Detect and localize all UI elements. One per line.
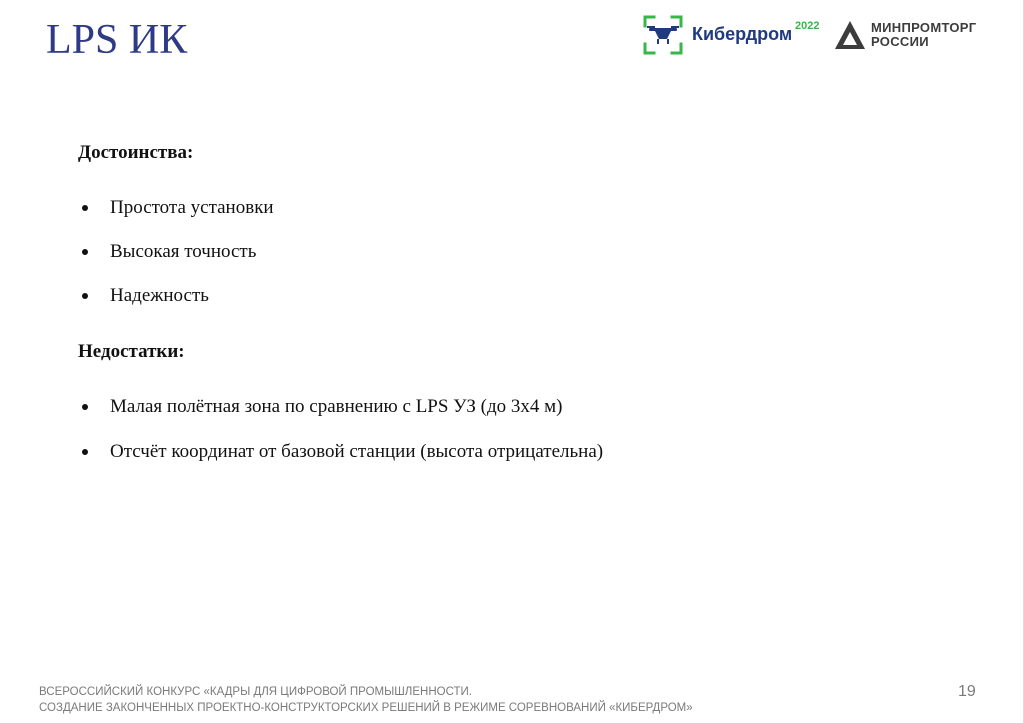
bullet-icon <box>82 449 88 455</box>
minpromtorg-line1: МИНПРОМТОРГ <box>871 20 977 35</box>
triangle-emblem-icon <box>835 21 865 49</box>
bullet-icon <box>82 404 88 410</box>
minpromtorg-line2: РОССИИ <box>871 34 929 49</box>
disadvantages-heading: Недостатки: <box>78 341 185 362</box>
minpromtorg-logo <box>835 18 995 52</box>
list-item-text: Высокая точность <box>110 241 257 262</box>
footer-line-1: ВСЕРОССИЙСКИЙ КОНКУРС «КАДРЫ ДЛЯ ЦИФРОВОЙ ПРОМЫШЛЕННОСТИ. <box>39 686 472 698</box>
footer-line-2: СОЗДАНИЕ ЗАКОНЧЕННЫХ ПРОЕКТНО-КОНСТРУКТОРСКИХ РЕШЕНИЙ В РЕЖИМЕ СОРЕВНОВАНИЙ «КИБЕРДРОМ» <box>39 702 693 714</box>
drone-icon <box>642 14 684 56</box>
bullet-icon <box>82 205 88 211</box>
list-item-text: Отсчёт координат от базовой станции (высота отрицательна) <box>110 441 604 462</box>
list-item-text: Малая полётная зона по сравнению с LPS УЗ (до 3х4 м) <box>110 396 563 417</box>
slide-footer <box>39 684 693 716</box>
kiberdrom-logo <box>642 14 824 56</box>
list-item-text: Надежность <box>110 285 209 306</box>
kiberdrom-name: Кибердром <box>692 24 793 44</box>
bullet-icon <box>82 249 88 255</box>
bullet-icon <box>82 293 88 299</box>
page-number: 19 <box>958 683 976 700</box>
list-item-text: Простота установки <box>110 197 274 218</box>
kiberdrom-year: 2022 <box>795 20 820 32</box>
advantages-heading: Достоинства: <box>78 142 194 163</box>
slide-title: LPS ИК <box>46 17 188 63</box>
